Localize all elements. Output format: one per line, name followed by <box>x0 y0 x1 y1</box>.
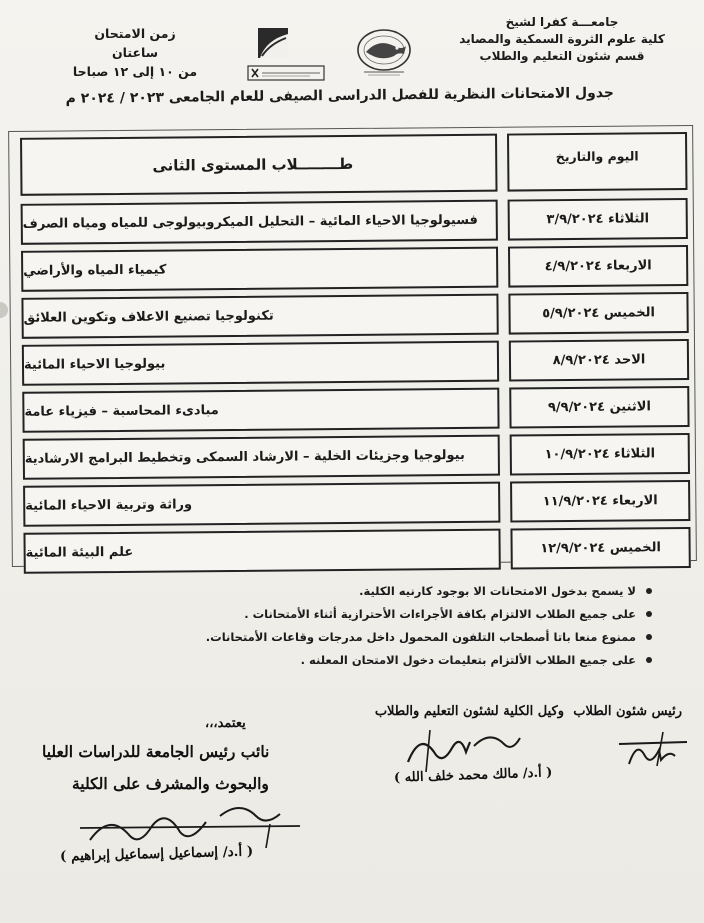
rule-item: ممنوع منعا باتا أصطحاب التلفون المحمول داخل مدرجات وقاعات الأمتحانات. <box>92 626 652 649</box>
exam-date: الثلاثاء ٣/٩/٢٠٢٤ <box>508 198 688 241</box>
exam-date: الثلاثاء ١٠/٩/٢٠٢٤ <box>510 433 690 476</box>
rule-item: على جميع الطلاب الالتزام بكافة الأجراءات الأحترازية أثناء الأمتحانات . <box>92 603 652 626</box>
exam-duration: ساعتان <box>112 45 158 60</box>
exam-subject: علم البيئة المائية <box>23 529 500 574</box>
faculty-name: كلية علوم الثروة السمكية والمصايد <box>459 32 665 46</box>
document-title: جدول الامتحانات النظرية للفصل الدراسى الصيفى للعام الجامعى ٢٠٢٣ / ٢٠٢٤ م <box>65 85 615 107</box>
vp-signature <box>70 796 310 856</box>
exam-subject: بيولوجيا وجزيئات الخلية – الارشاد السمكى وتخطيط البرامج الارشادية <box>23 435 500 480</box>
exam-rules-list <box>92 580 652 672</box>
exam-time-label: زمن الامتحان <box>94 26 176 41</box>
exam-date: الاربعاء ١١/٩/٢٠٢٤ <box>510 480 690 523</box>
exam-schedule-table <box>16 132 691 580</box>
punch-hole <box>0 302 8 318</box>
table-header-row <box>16 132 687 196</box>
table-row <box>19 480 690 527</box>
faculty-logo <box>350 26 418 78</box>
exam-subject: كيمياء المياه والأراضي <box>21 247 498 292</box>
vice-dean-name: ( أ.د/ مالك محمد خلف الله ) <box>393 765 553 786</box>
exam-subject: وراثة وتربية الاحياء المائية <box>23 482 500 527</box>
table-row <box>18 386 689 433</box>
level-column-header: طــــــــلاب المستوى الثانى <box>20 134 497 196</box>
vice-dean-signature <box>400 722 530 778</box>
exam-date: الاربعاء ٤/٩/٢٠٢٤ <box>508 245 688 288</box>
table-row <box>18 339 689 386</box>
department-name: قسم شئون التعليم والطلاب <box>479 49 645 63</box>
vp-name: ( أ.د/ إسماعيل إسماعيل إبراهيم ) <box>59 843 254 865</box>
table-row <box>19 433 690 480</box>
vice-dean-title: وكيل الكلية لشئون التعليم والطلاب <box>374 704 564 719</box>
table-row <box>17 245 688 292</box>
exam-subject: مبادىء المحاسبة – فيزياء عامة <box>22 388 499 433</box>
exam-subject: بيولوجيا الاحياء المائية <box>22 341 499 386</box>
university-logo <box>240 24 332 86</box>
approval-label: يعتمد،،، <box>205 716 246 731</box>
student-affairs-signature <box>615 726 695 772</box>
rule-item: لا يسمح بدخول الامتحانات الا بوجود كارنيه الكلية. <box>92 580 652 603</box>
exam-hours: من ١٠ إلى ١٢ صباحا <box>72 64 198 79</box>
exam-time-block <box>60 24 210 81</box>
exam-date: الخميس ٥/٩/٢٠٢٤ <box>508 292 688 335</box>
institution-header <box>442 14 682 65</box>
table-row <box>19 527 690 574</box>
exam-subject: تكنولوجيا تصنيع الاعلاف وتكوين العلائق <box>21 294 498 339</box>
exam-date: الاحد ٨/٩/٢٠٢٤ <box>509 339 689 382</box>
rule-item: على جميع الطلاب الألتزام بتعليمات دخول الامتحان المعلنه . <box>92 649 652 672</box>
university-name: جامعـــة كفرا لشيخ <box>505 15 619 29</box>
vp-title-line1: نائب رئيس الجامعة للدراسات العليا <box>42 742 270 761</box>
table-row <box>17 198 688 245</box>
vp-title-line2: والبحوث والمشرف على الكلية <box>72 774 269 793</box>
student-affairs-head-title: رئيس شئون الطلاب <box>573 704 682 719</box>
date-column-header: اليوم والتاريخ <box>507 132 687 192</box>
exam-subject: فسيولوجيا الاحياء المائية – التحليل الميكروبيولوجى للمياه ومياه الصرف <box>21 200 498 245</box>
table-row <box>17 292 688 339</box>
exam-date: الخميس ١٢/٩/٢٠٢٤ <box>510 527 690 570</box>
exam-date: الاثنين ٩/٩/٢٠٢٤ <box>509 386 689 429</box>
